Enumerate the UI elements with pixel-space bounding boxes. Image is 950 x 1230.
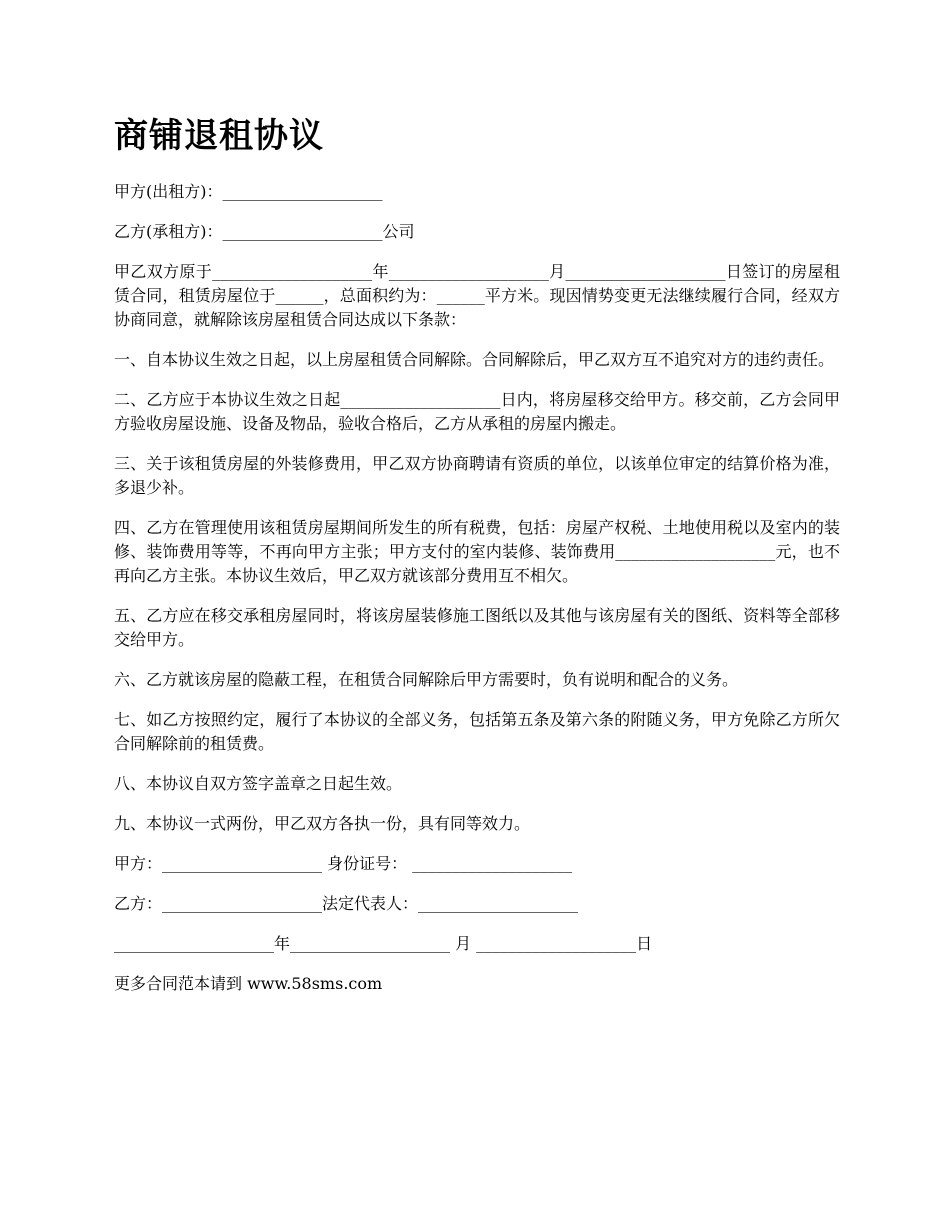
signature-party-b: 乙方：____________________法定代表人：____________________ [114,894,579,913]
party-b-line: 乙方(承租方)：____________________公司 [114,222,415,241]
footer-website-note: 更多合同范本请到 www.58sms.com [114,974,383,993]
clause-7: 七、如乙方按照约定，履行了本协议的全部义务，包括第五条及第六条的附随义务，甲方免除乙方所欠合同解除前的租赁费。 [114,710,840,753]
clause-4: 四、乙方在管理使用该租赁房屋期间所发生的所有税费，包括：房屋产权税、土地使用税以及室内的装修、装饰费用等等，不再向甲方主张；甲方支付的室内装修、装饰费用____________________元，也不再向乙方主张。本协议生效后，甲乙双方就该部分费用互不相欠。 [114,518,840,585]
clause-1: 一、自本协议生效之日起，以上房屋租赁合同解除。合同解除后，甲乙双方互不追究对方的违约责任。 [114,350,835,369]
clause-8: 八、本协议自双方签字盖章之日起生效。 [114,774,403,793]
signature-party-a: 甲方：____________________ 身份证号： ____________________ [114,854,573,873]
clause-6: 六、乙方就该房屋的隐蔽工程，在租赁合同解除后甲方需要时，负有说明和配合的义务。 [114,670,739,689]
signature-date-line: ____________________年____________________ 月 ____________________日 [114,934,653,953]
clause-9: 九、本协议一式两份，甲乙双方各执一份，具有同等效力。 [114,814,531,833]
document-title: 商铺退租协议 [114,116,324,156]
clause-3: 三、关于该租赁房屋的外装修费用，甲乙双方协商聘请有资质的单位，以该单位审定的结算价格为准，多退少补。 [114,454,840,497]
clause-5: 五、乙方应在移交承租房屋同时，将该房屋装修施工图纸以及其他与该房屋有关的图纸、资料等全部移交给甲方。 [114,606,840,649]
party-a-line: 甲方(出租方)：____________________ [114,182,383,201]
clause-2: 二、乙方应于本协议生效之日起____________________日内，将房屋移交给甲方。移交前，乙方会同甲方验收房屋设施、设备及物品，验收合格后，乙方从承租的房屋内搬走。 [114,390,840,433]
document-page [114,112,840,996]
preamble-paragraph: 甲乙双方原于____________________年____________________月____________________日签订的房屋租赁合同，租赁房屋位于______，总面积约为：______平方米。现因情势变更无法继续履行合同，经双方协商同意，就解除该房屋租赁合同达成以下条款： [114,262,840,329]
